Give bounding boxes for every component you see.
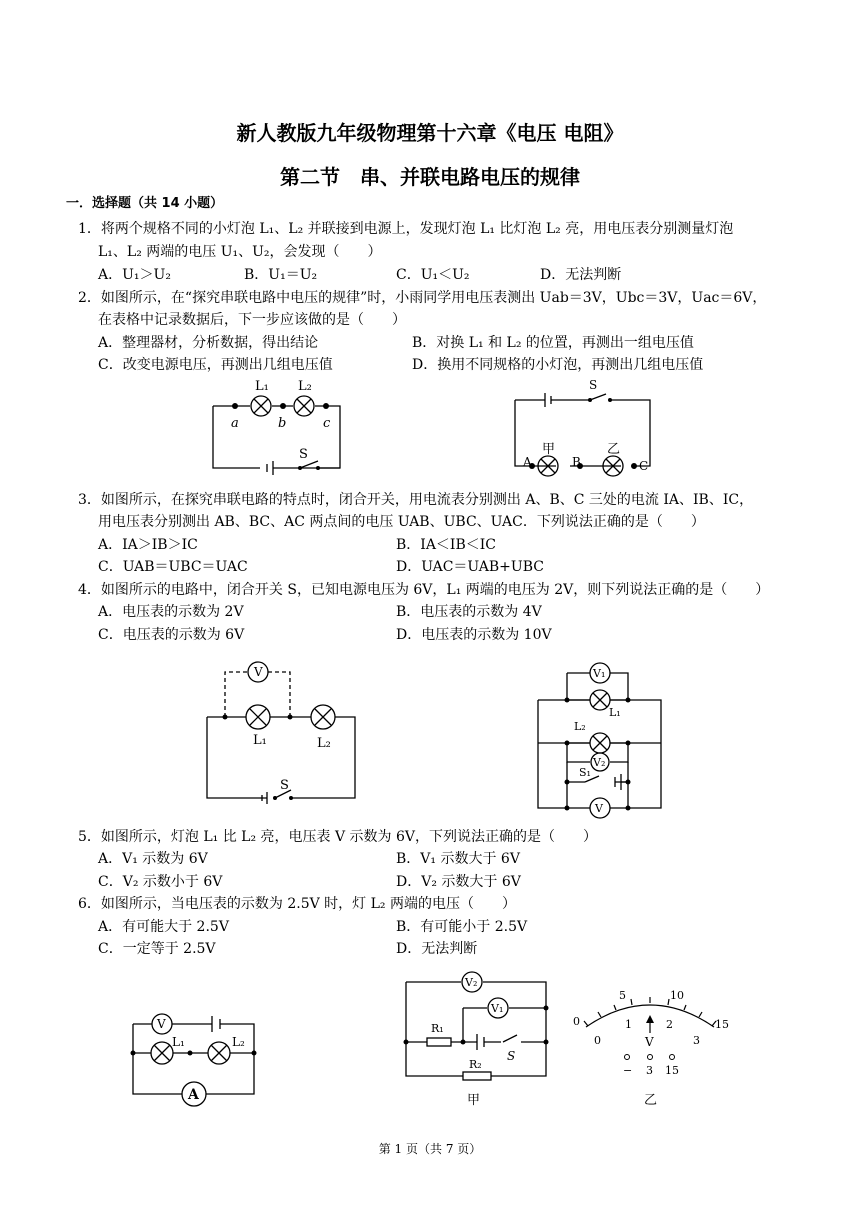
fig-label-l2: L₂ [298,379,312,394]
q4-stem-line1: 4．如图所示的电路中，闭合开关 S，已知电源电压为 6V，L₁ 两端的电压为 2V，则下列说法正确的是（ ） [78,582,770,598]
q6-stem-line1: 6．如图所示，当电压表的示数为 2.5V 时，灯 L₂ 两端的电压（ ） [78,896,516,912]
fig-label-s: S [299,447,308,462]
meter-unit-v: V [645,1035,654,1049]
q3-option-a: A．IA＞IB＞IC [98,537,198,553]
meter-label-bottom-1: 1 [625,1018,632,1031]
meter-label-top-15: 15 [715,1018,729,1031]
q6-option-b: B．有可能小于 2.5V [396,919,528,935]
fig-label-v2-q5: V₂ [593,756,606,769]
fig-label-l2-q4: L₂ [317,736,331,751]
q3-circuit-figure [510,378,655,473]
fig-label-r1-jia: R₁ [431,1022,444,1035]
fig-label-v-q4: V [254,665,263,679]
fig-label-point-c: C [639,459,649,473]
fig-label-r2-jia: R₂ [469,1058,482,1071]
q5-stem-line1: 5．如图所示，灯泡 L₁ 比 L₂ 亮，电压表 V 示数为 6V，下列说法正确的是（ ） [78,829,598,845]
q4-option-d: D．电压表的示数为 10V [396,627,552,643]
fig-label-l1-q5: L₁ [609,706,621,719]
page-title: 新人教版九年级物理第十六章《电压 电阻》 [236,121,624,145]
fig-label-l1-q6: L₁ [172,1035,185,1049]
q4-option-b: B．电压表的示数为 4V [396,604,542,620]
q2-option-d: D．换用不同规格的小灯泡，再测出几组电压值 [412,357,704,373]
fig-label-l1: L₁ [255,379,269,394]
q3-stem-line1: 3．如图所示，在探究串联电路的特点时，闭合开关，用电流表分别测出 A、B、C 三处的电流 IA、IB、IC， [78,492,754,508]
q5-option-d: D．V₂ 示数大于 6V [396,874,521,890]
fig-label-v-q5: V [595,802,603,815]
fig-label-l2-q6: L₂ [232,1035,245,1049]
meter-terminal-minus: − [623,1064,633,1077]
fig-caption-jia: 甲 [467,1093,481,1108]
fig-label-ammeter-q6: A [188,1087,199,1103]
fig-label-v1-q5: V₁ [593,667,606,680]
q6-option-c: C．一定等于 2.5V [98,941,216,957]
meter-label-top-10: 10 [670,989,684,1002]
q2-option-b: B．对换 L₁ 和 L₂ 的位置，再测出一组电压值 [412,335,694,351]
q2-circuit-figure [205,376,355,478]
fig-label-yi-q3: 乙 [607,442,621,457]
q6-option-a: A．有可能大于 2.5V [98,919,229,935]
meter-label-left-0: 0 [573,1015,580,1028]
fig-label-point-a: A [523,455,532,469]
q4-option-a: A．电压表的示数为 2V [98,604,244,620]
fig-label-s1-q5: S₁ [579,766,591,779]
q4-circuit-figure [205,656,365,808]
meter-label-bottom-2: 2 [666,1018,673,1031]
fig-label-v2-jia: V₂ [465,976,478,989]
fig-label-v-q6: V [157,1017,166,1031]
fig-label-a: a [231,416,239,431]
q2-stem-line1: 2．如图所示，在“探究串联电路中电压的规律”时，小雨同学用电压表测出 Uab＝3V，Ubc＝3V，Uac＝6V， [78,290,767,306]
q3-option-d: D．UAC＝UAB+UBC [396,559,544,575]
q2-option-a: A．整理器材，分析数据，得出结论 [98,335,319,351]
q4-option-c: C．电压表的示数为 6V [98,627,245,643]
fig-label-l2-q5: L₂ [574,720,586,733]
q1-option-c: C．U₁＜U₂ [396,267,470,283]
fig-label-point-b: B [572,455,581,469]
q7-circuit-figure-jia [403,970,553,1110]
q7-voltmeter-dial-yi [566,985,736,1113]
q5-option-a: A．V₁ 示数为 6V [98,851,208,867]
q6-option-d: D．无法判断 [396,941,478,957]
meter-terminal-3: 3 [646,1064,653,1077]
q1-option-b: B．U₁＝U₂ [244,267,318,283]
page-footer: 第 1 页（共 7 页） [378,1142,482,1156]
fig-caption-yi: 乙 [644,1093,658,1108]
fig-label-s-q3: S [589,378,598,392]
q1-option-a: A．U₁＞U₂ [98,267,171,283]
fig-label-s-q4: S [280,778,289,793]
q3-option-c: C．UAB＝UBC＝UAC [98,559,248,575]
meter-label-bottom-3: 3 [693,1034,700,1047]
q6-circuit-figure [130,1008,260,1108]
q3-stem-line2: 用电压表分别测出 AB、BC、AC 两点间的电压 UAB、UBC、UAC．下列说法正确的是（ ） [98,514,705,530]
q3-option-b: B．IA＜IB＜IC [396,537,496,553]
fig-label-jia-q3: 甲 [542,442,556,457]
q5-circuit-figure [535,660,665,822]
fig-label-c: c [323,416,331,431]
q1-stem-line2: L₁、L₂ 两端的电压 U₁、U₂，会发现（ ） [98,244,382,260]
page-subtitle: 第二节 串、并联电路电压的规律 [280,165,580,189]
q1-option-d: D．无法判断 [540,267,622,283]
meter-terminal-15: 15 [665,1064,679,1077]
fig-label-v1-jia: V₁ [491,1002,504,1015]
section-heading: 一．选择题（共 14 小题） [66,196,224,211]
q1-stem-line1: 1．将两个规格不同的小灯泡 L₁、L₂ 并联接到电源上，发现灯泡 L₁ 比灯泡 L₂ 亮，用电压表分别测量灯泡 [78,221,734,237]
fig-label-b: b [278,416,287,431]
fig-label-l1-q4: L₁ [253,733,267,748]
q5-option-c: C．V₂ 示数小于 6V [98,874,223,890]
q2-stem-line2: 在表格中记录数据后，下一步应该做的是（ ） [98,312,406,328]
fig-label-s-jia: S [507,1049,516,1063]
q2-option-c: C．改变电源电压，再测出几组电压值 [98,357,333,373]
q5-option-b: B．V₁ 示数大于 6V [396,851,520,867]
meter-label-bottom-0: 0 [594,1034,601,1047]
meter-label-top-5: 5 [619,989,626,1002]
